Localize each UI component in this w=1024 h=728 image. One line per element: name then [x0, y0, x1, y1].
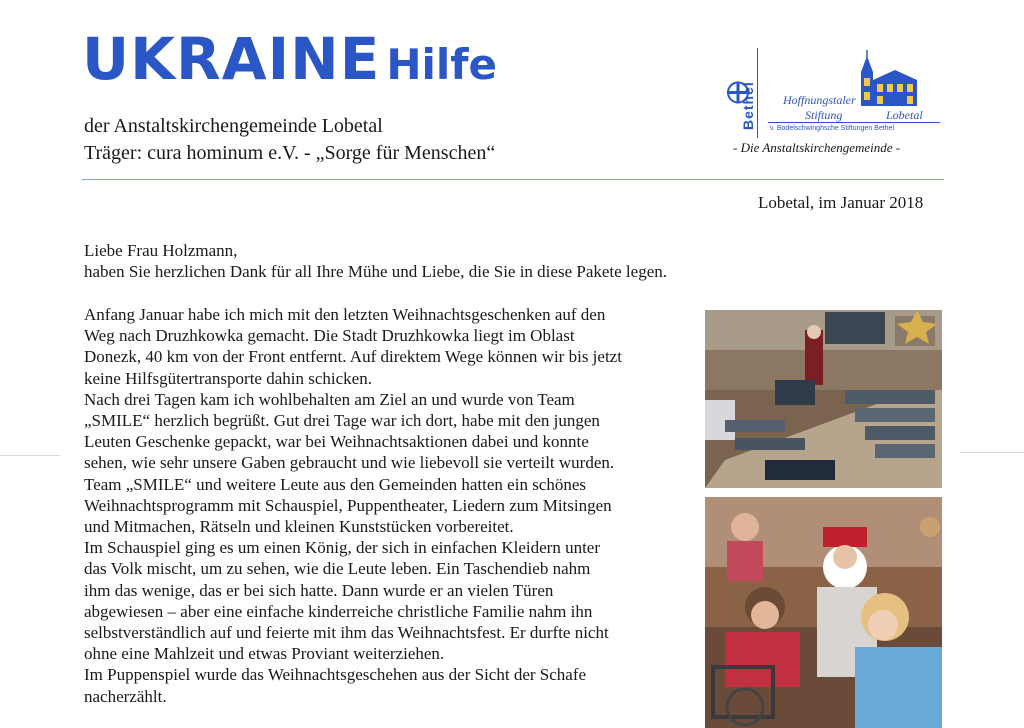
intro-line: haben Sie herzlichen Dank für all Ihre Mühe und Liebe, die Sie in diese Pakete legen.	[84, 262, 667, 281]
photo-gift-packing	[705, 310, 942, 488]
body-line: Nach drei Tagen kam ich wohlbehalten am Ziel an und wurde von Team	[84, 389, 575, 409]
logo-small-line: v. Bodelschwinghsche Stiftungen Bethel	[770, 125, 895, 132]
letter-body	[84, 304, 694, 707]
body-line: sehen, wie sehr unsere Gaben gebraucht und wie liebevoll sie verteilt wurden.	[84, 453, 615, 473]
logo-rule	[768, 122, 940, 123]
letter-date: Lobetal, im Januar 2018	[758, 193, 924, 212]
body-line: Team „SMILE“ und weitere Leute aus den Gemeinden hatten ein schönes	[84, 474, 587, 494]
body-line: ihm das wenige, das er bei sich hatte. Dann wurde er an vielen Türen	[84, 580, 554, 600]
title-main: UKRAINE	[82, 25, 381, 93]
body-line: selbstverständlich auf und feierte mit ihm das Weihnachtsfest. Er durfte nicht	[84, 623, 609, 643]
logo-line-stiftung: Stiftung	[805, 108, 843, 122]
body-line: Weg nach Druzhkowka gemacht. Die Stadt Druzhkowka liegt im Oblast	[84, 326, 575, 346]
fold-mark-right	[960, 452, 1024, 453]
body-line: Anfang Januar habe ich mich mit den letzten Weihnachtsgeschenken auf den	[84, 305, 606, 324]
logo-line-lobetal: Lobetal	[886, 108, 923, 122]
photo-children-celebration	[705, 497, 942, 728]
body-line: Im Puppenspiel wurde das Weihnachtsgeschehen aus der Sicht der Schafe	[84, 665, 587, 685]
body-line: und Mitmachen, Rätseln und kleinen Kunststücken vorbereitet.	[84, 517, 514, 537]
body-line: keine Hilfsgütertransporte dahin schicken.	[84, 368, 372, 388]
body-line: Donezk, 40 km von der Front entfernt. Auf direktem Wege können wir bis jetzt	[84, 347, 622, 367]
title-suffix: Hilfe	[386, 40, 498, 89]
body-line: Weihnachtsprogramm mit Schauspiel, Puppentheater, Liedern zum Mitsingen	[84, 495, 612, 515]
logo-tagline: - Die Anstaltskirchengemeinde -	[733, 140, 901, 155]
salutation: Liebe Frau Holzmann,	[84, 241, 238, 260]
page-title	[82, 25, 498, 93]
church-logo-icon	[850, 50, 920, 108]
header-divider	[82, 179, 944, 180]
body-line: nacherzählt.	[84, 686, 167, 706]
body-line: abgewiesen – aber eine einfache kinderreiche christliche Familie nahm ihn	[84, 601, 593, 621]
logo-line-hoffnungstaler: Hoffnungstaler	[783, 93, 856, 107]
greeting	[84, 240, 667, 282]
body-line: Im Schauspiel ging es um einen König, der sich in einfachen Kleidern unter	[84, 538, 600, 558]
body-line: Leuten Geschenke gepackt, war bei Weihnachtsaktionen dabei und konnte	[84, 432, 589, 452]
subtitle: der Anstaltskirchengemeinde Lobetal	[84, 115, 383, 137]
fold-mark-left	[0, 455, 60, 456]
logo-divider	[757, 48, 758, 138]
body-line: das Volk mischt, um zu sehen, wie die Leute leben. Ein Taschendieb nahm	[84, 559, 591, 579]
bethel-logo-text: Bethel	[740, 81, 756, 130]
body-line: „SMILE“ herzlich begrüßt. Gut drei Tage war ich dort, habe mit den jungen	[84, 411, 600, 431]
sponsor-line: Träger: cura hominum e.V. - „Sorge für Menschen“	[84, 142, 496, 164]
body-line: ohne eine Mahlzeit und etwas Proviant weiterziehen.	[84, 644, 445, 664]
